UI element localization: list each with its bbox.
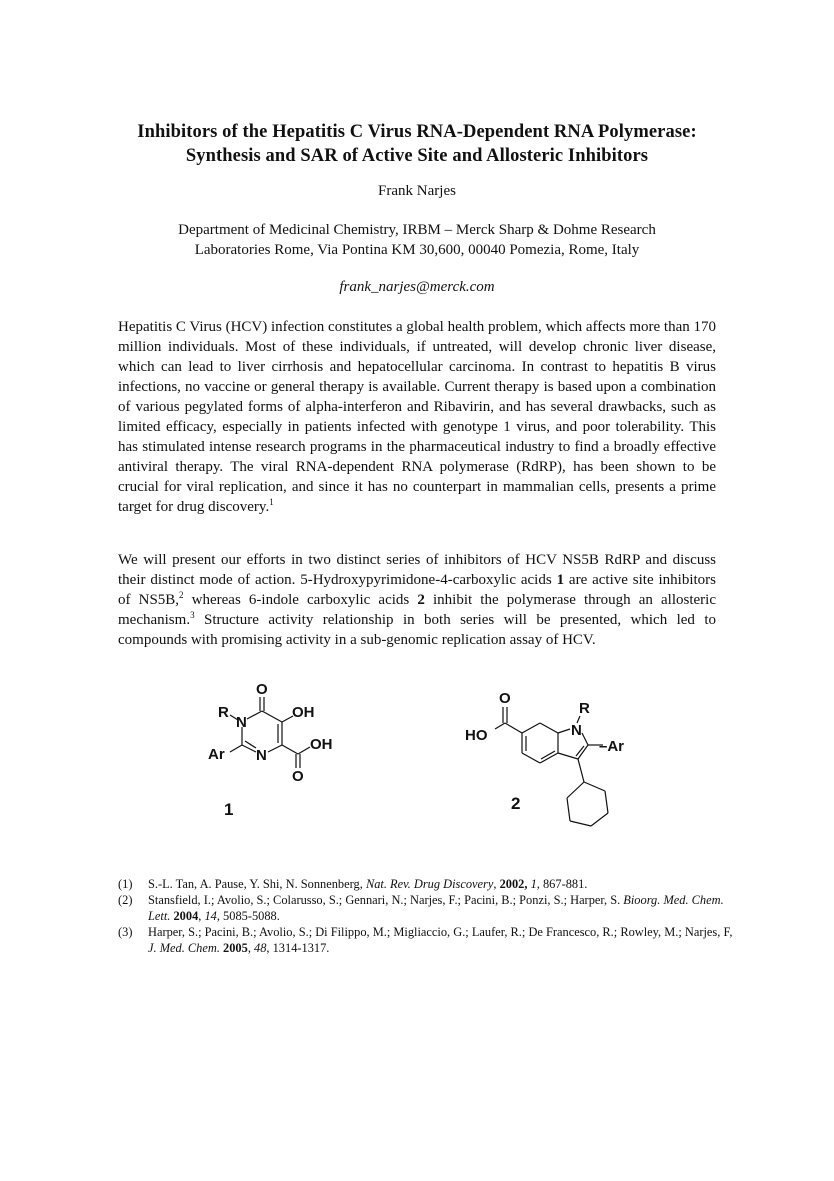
atom-r: R [218,704,229,721]
atom-oh-2: OH [310,736,333,753]
reference-item [118,892,738,924]
atom-ar: –Ar [599,738,625,755]
reference-volume: 1 [530,877,537,891]
atom-ar: Ar [208,746,225,763]
reference-item [118,876,738,892]
reference-year: 2002, [499,877,528,891]
reference-authors: Stansfield, I.; Avolio, S.; Colarusso, S.; Gennari, N.; Narjes, F.; Pacini, B.; Ponzi, S.; Harper, S. [148,893,624,907]
atom-o-top: O [256,681,268,698]
reference-volume: 14 [204,909,217,923]
citation-ref-1[interactable]: 1 [269,497,274,507]
references-list [118,876,738,956]
author-email[interactable]: frank_narjes@merck.com [339,279,495,295]
atom-n1: N [236,714,247,731]
author-name: Frank Narjes [378,183,456,199]
reference-year: 2005 [223,941,248,955]
reference-item [118,924,738,956]
citation-ref-2[interactable]: 2 [179,590,184,600]
affiliation-line-1: Department of Medicinal Chemistry, IRBM – Merck Sharp & Dohme Research [178,222,656,238]
reference-journal: J. Med. Chem. [148,941,220,955]
reference-year: 2004 [173,909,199,923]
atom-ho: HO [465,727,488,744]
reference-pages: , 867-881. [536,877,588,891]
reference-number: (2) [118,893,133,907]
title-line-1: Inhibitors of the Hepatitis C Virus RNA-Dependent RNA Polymerase: [137,122,697,142]
reference-authors: S.-L. Tan, A. Pause, Y. Shi, N. Sonnenberg, [148,877,366,891]
reference-journal: Nat. Rev. Drug Discovery [365,877,494,891]
compound-1-structure [190,675,370,845]
compound-ref-2: 2 [417,592,425,608]
separator: , [493,877,500,891]
compound-2-label: 2 [511,794,521,813]
compound-ref-1: 1 [556,572,565,588]
compound-2-structure [455,685,645,830]
atom-r: R [579,700,590,717]
reference-pages: , 1314-1317. [266,941,330,955]
abstract-paragraph-1 [118,317,716,517]
affiliation [60,220,774,260]
paragraph-2-text: Structure activity relationship in both series will be presented, which led to compounds with promising activity in a sub-genomic replication assay of HCV. [118,612,716,648]
reference-pages: , 5085-5088. [216,909,280,923]
paper-title [60,120,774,168]
paragraph-2-text: whereas 6-indole carboxylic acids [183,592,418,608]
affiliation-line-2: Laboratories Rome, Via Pontina KM 30,600, 00040 Pomezia, Rome, Italy [194,242,640,258]
reference-journal: Bioorg. Med. Chem. Lett. [148,893,724,923]
paragraph-2-text: inhibit the polymerase through an allosteric mechanism. [118,592,716,628]
atom-oh-1: OH [292,704,315,721]
atom-n: N [571,722,582,739]
reference-volume: 48 [254,941,267,955]
paragraph-2-text: We will present our efforts in two distinct series of inhibitors of HCV NS5B RdRP and discuss their distinct mode of action. 5-Hydroxypyrimidone-4-carboxylic acids [118,552,716,588]
compound-1-label: 1 [224,800,234,819]
atom-o-bottom: O [292,768,304,785]
separator: , [247,941,255,955]
atom-o: O [499,690,511,707]
separator: , [198,909,205,923]
abstract-paragraph-2 [118,550,716,650]
atom-n2: N [256,747,267,764]
paragraph-2-text: are active site inhibitors of NS5B, [118,572,716,608]
title-line-2: Synthesis and SAR of Active Site and Allosteric Inhibitors [185,146,649,166]
reference-number: (1) [118,877,133,891]
citation-ref-3[interactable]: 3 [190,610,195,620]
reference-authors: Harper, S.; Pacini, B.; Avolio, S.; Di Filippo, M.; Migliaccio, G.; Laufer, R.; De Francesco, R.; Rowley, M.; Narjes, F, [148,925,733,939]
reference-number: (3) [118,925,133,939]
paragraph-1-text: Hepatitis C Virus (HCV) infection constitutes a global health problem, which affects more than 170 million individuals. Most of these individuals, if untreated, will develop chronic liver disease, which can lead to liver cirrhosis and hepatocellular carcinoma. In contrast to hepatitis B virus infections, no vaccine or general therapy is available. Current therapy is based upon a combination of various pegylated forms of alpha-interferon and Ribavirin, and has several drawbacks, such as limited efficacy, especially in patients infected with genotype 1 virus, and poor tolerability. This has stimulated intense research programs in the pharmaceutical industry to find a broadly effective antiviral therapy. The viral RNA-dependent RNA polymerase (RdRP), has been shown to be crucial for viral replication, and since it has no counterpart in mammalian cells, presents a prime target for drug discovery. [118,319,716,515]
